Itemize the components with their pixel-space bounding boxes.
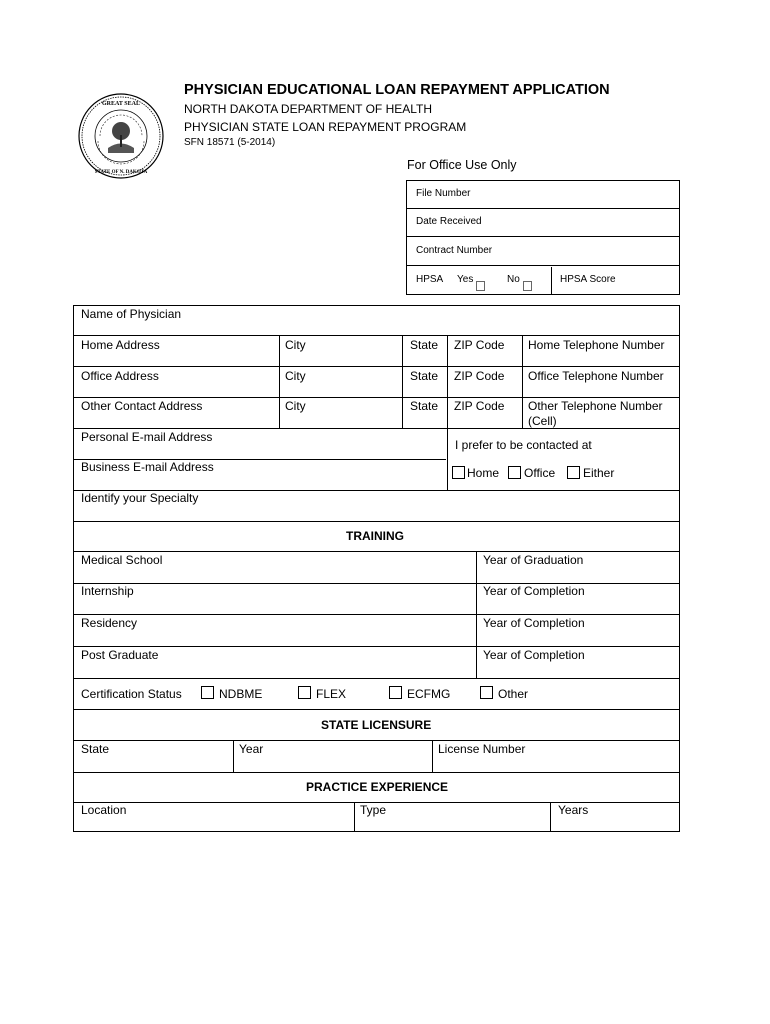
contract-number-field[interactable] xyxy=(407,238,679,266)
divider xyxy=(74,335,679,336)
divider xyxy=(74,614,679,615)
prefer-office-label: Office xyxy=(524,466,556,480)
practice-experience-heading: PRACTICE EXPERIENCE xyxy=(306,780,449,794)
divider xyxy=(402,335,403,428)
divider xyxy=(74,583,679,584)
divider xyxy=(74,709,679,710)
date-received-label: Date Received xyxy=(416,216,482,227)
other-checkbox[interactable] xyxy=(480,686,493,699)
experience-type-field[interactable]: Type xyxy=(360,803,387,817)
business-email-field[interactable]: Business E-mail Address xyxy=(81,460,214,474)
ecfmg-label: ECFMG xyxy=(407,687,451,701)
license-year-field[interactable]: Year xyxy=(239,742,264,756)
training-heading: TRAINING xyxy=(346,529,404,543)
other-state-field[interactable]: State xyxy=(410,399,439,413)
home-city-field[interactable]: City xyxy=(285,338,306,352)
office-city-field[interactable]: City xyxy=(285,369,306,383)
contract-number-label: Contract Number xyxy=(416,245,493,256)
home-phone-field[interactable]: Home Telephone Number xyxy=(528,338,665,352)
prefer-home-label: Home xyxy=(467,466,500,480)
certification-status-label: Certification Status xyxy=(81,687,182,701)
form-number: SFN 18571 (5-2014) xyxy=(184,137,276,148)
other-label: Other xyxy=(498,687,529,701)
divider xyxy=(447,335,448,490)
divider xyxy=(74,397,679,398)
svg-text:GREAT SEAL: GREAT SEAL xyxy=(102,101,140,107)
state-licensure-heading: STATE LICENSURE xyxy=(321,718,432,732)
file-number-label: File Number xyxy=(416,188,471,199)
hpsa-no-option[interactable] xyxy=(507,274,520,285)
file-number-field[interactable] xyxy=(407,181,679,209)
other-city-field[interactable]: City xyxy=(285,399,306,413)
post-graduate-year-field[interactable]: Year of Completion xyxy=(483,648,585,662)
divider xyxy=(74,646,679,647)
other-zip-field[interactable]: ZIP Code xyxy=(454,399,505,413)
experience-location-field[interactable]: Location xyxy=(81,803,127,817)
application-form xyxy=(73,305,680,832)
home-address-field[interactable]: Home Address xyxy=(81,338,160,352)
other-phone-field[interactable]: Other Telephone Number xyxy=(528,399,663,413)
license-number-field[interactable]: License Number xyxy=(438,742,526,756)
office-use-heading: For Office Use Only xyxy=(407,158,517,172)
ecfmg-checkbox[interactable] xyxy=(389,686,402,699)
svg-text:STATE OF N. DAKOTA: STATE OF N. DAKOTA xyxy=(94,170,148,175)
hpsa-yes-checkbox[interactable] xyxy=(476,281,485,291)
divider xyxy=(551,267,552,295)
state-seal-icon xyxy=(78,93,164,179)
office-use-box xyxy=(406,180,680,295)
office-address-field[interactable]: Office Address xyxy=(81,369,159,383)
flex-checkbox[interactable] xyxy=(298,686,311,699)
divider xyxy=(74,678,679,679)
hpsa-no-checkbox[interactable] xyxy=(523,281,532,291)
specialty-field[interactable]: Identify your Specialty xyxy=(81,491,199,505)
other-address-field[interactable]: Other Contact Address xyxy=(81,399,203,413)
form-title: PHYSICIAN EDUCATIONAL LOAN REPAYMENT APPLICATION xyxy=(184,82,610,98)
program-name: PHYSICIAN STATE LOAN REPAYMENT PROGRAM xyxy=(184,120,467,134)
physician-name-field[interactable]: Name of Physician xyxy=(81,307,182,321)
hpsa-yes-label: Yes xyxy=(457,274,474,285)
experience-years-field[interactable]: Years xyxy=(558,803,589,817)
office-phone-field[interactable]: Office Telephone Number xyxy=(528,369,664,383)
prefer-home-checkbox[interactable] xyxy=(452,466,465,479)
license-state-field[interactable]: State xyxy=(81,742,110,756)
residency-field[interactable]: Residency xyxy=(81,616,138,630)
prefer-office-checkbox[interactable] xyxy=(508,466,521,479)
medical-school-field[interactable]: Medical School xyxy=(81,553,163,567)
date-received-field[interactable] xyxy=(407,209,679,237)
hpsa-no-label: No xyxy=(507,274,520,285)
divider xyxy=(476,551,477,678)
divider xyxy=(279,335,280,428)
hpsa-label: HPSA xyxy=(416,274,444,285)
hpsa-score-label: HPSA Score xyxy=(560,274,616,285)
personal-email-field[interactable]: Personal E-mail Address xyxy=(81,430,213,444)
post-graduate-field[interactable]: Post Graduate xyxy=(81,648,159,662)
department-name: NORTH DAKOTA DEPARTMENT OF HEALTH xyxy=(184,102,433,116)
office-state-field[interactable]: State xyxy=(410,369,439,383)
internship-field[interactable]: Internship xyxy=(81,584,134,598)
home-zip-field[interactable]: ZIP Code xyxy=(454,338,505,352)
divider xyxy=(74,521,679,522)
divider xyxy=(354,802,355,831)
graduation-year-field[interactable]: Year of Graduation xyxy=(483,553,584,567)
divider xyxy=(550,802,551,831)
divider xyxy=(74,428,679,429)
home-state-field[interactable]: State xyxy=(410,338,439,352)
residency-year-field[interactable]: Year of Completion xyxy=(483,616,585,630)
ndbme-label: NDBME xyxy=(219,687,263,701)
prefer-either-checkbox[interactable] xyxy=(567,466,580,479)
divider xyxy=(74,772,679,773)
hpsa-yes-option[interactable] xyxy=(457,274,473,285)
divider xyxy=(74,740,679,741)
divider xyxy=(432,740,433,772)
ndbme-checkbox[interactable] xyxy=(201,686,214,699)
divider xyxy=(522,335,523,428)
divider xyxy=(74,551,679,552)
hpsa-row xyxy=(407,267,679,295)
divider xyxy=(74,366,679,367)
internship-year-field[interactable]: Year of Completion xyxy=(483,584,585,598)
divider xyxy=(233,740,234,772)
contact-preference-label: I prefer to be contacted at xyxy=(455,438,592,452)
office-zip-field[interactable]: ZIP Code xyxy=(454,369,505,383)
other-phone-cell-label: (Cell) xyxy=(528,414,557,428)
prefer-either-label: Either xyxy=(583,466,615,480)
flex-label: FLEX xyxy=(316,687,347,701)
